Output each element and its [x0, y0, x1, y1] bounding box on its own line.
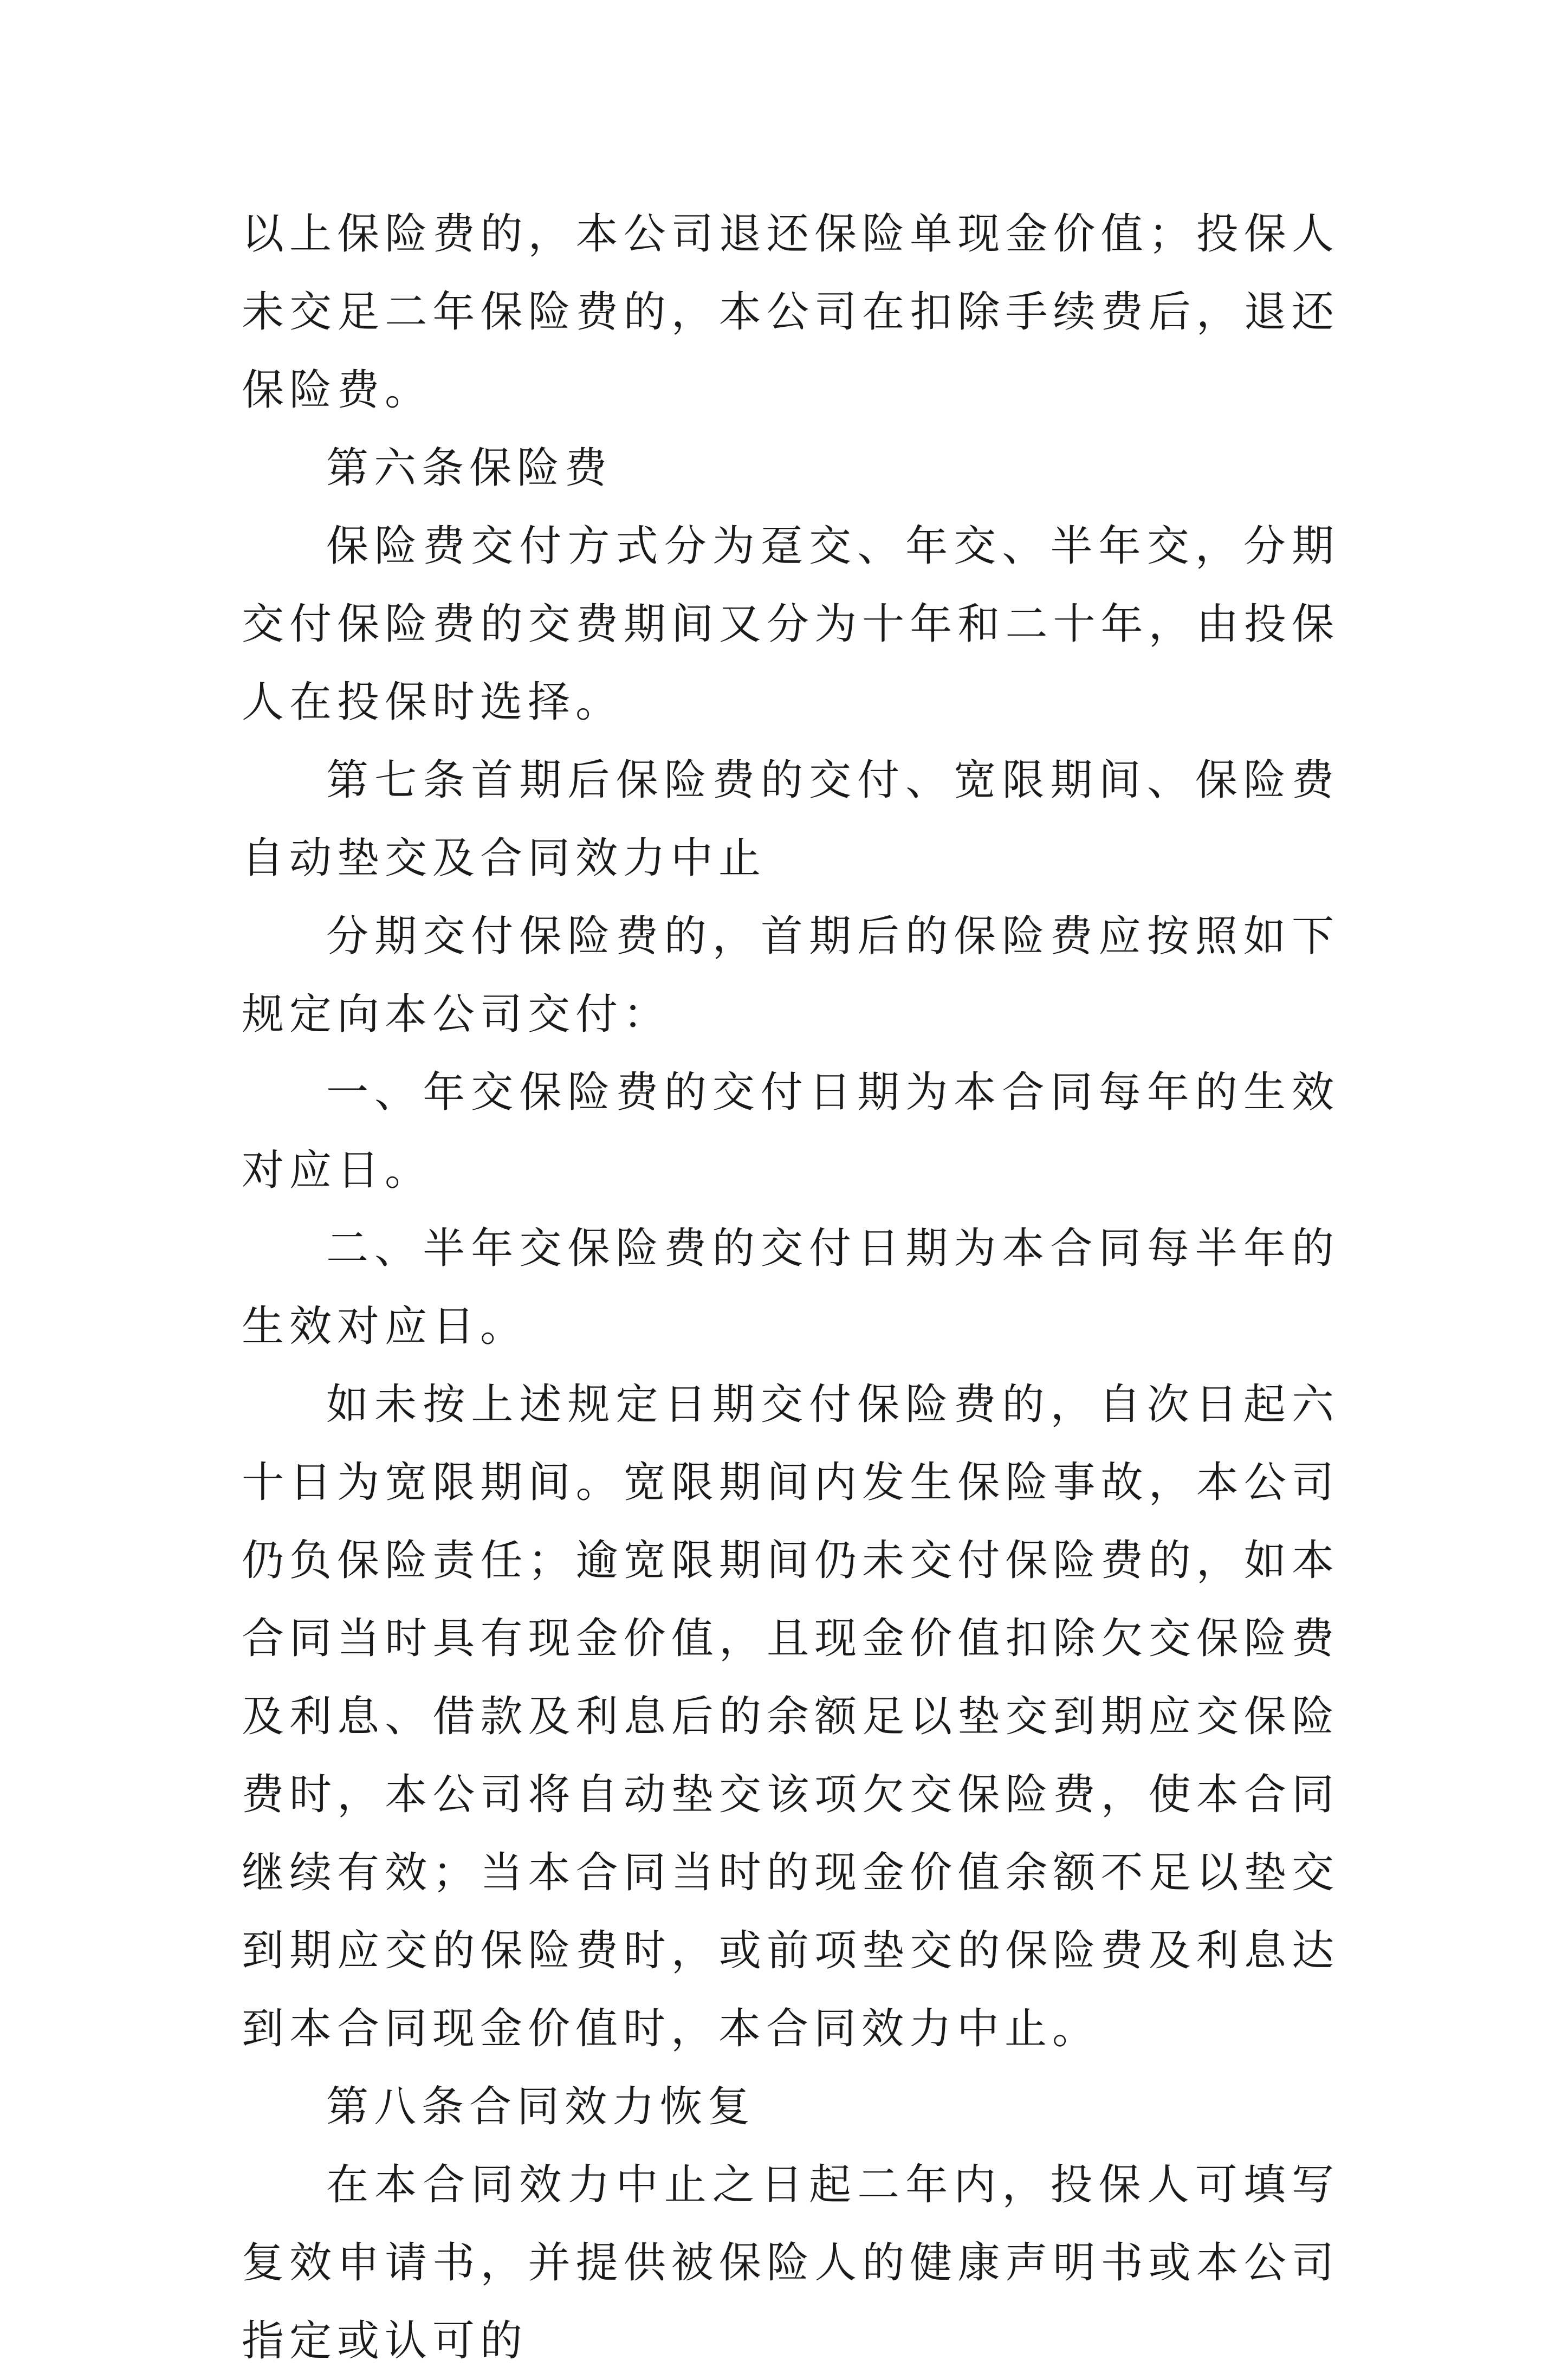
paragraph-continuation: 以上保险费的，本公司退还保险单现金价值；投保人未交足二年保险费的，本公司在扣除手续费后，退还保险费。: [242, 210, 1339, 415]
article-8-heading: 第八条合同效力恢复: [326, 2082, 756, 2131]
article-8-paragraph: 在本合同效力中止之日起二年内，投保人可填写复效申请书，并提供被保险人的健康声明书或本公司指定或认可的: [242, 2161, 1339, 2365]
document-body: [242, 195, 1339, 2380]
article-6-paragraph: 保险费交付方式分为趸交、年交、半年交，分期交付保险费的交费期间又分为十年和二十年，由投保人在投保时选择。: [242, 522, 1339, 727]
article-7-item-1: 一、年交保险费的交付日期为本合同每年的生效对应日。: [242, 1068, 1339, 1195]
article-7-paragraph-intro: 分期交付保险费的，首期后的保险费应按照如下规定向本公司交付：: [242, 912, 1339, 1039]
article-7-heading: 第七条首期后保险费的交付、宽限期间、保险费自动垫交及合同效力中止: [242, 756, 1339, 883]
article-7-item-2: 二、半年交保险费的交付日期为本合同每半年的生效对应日。: [242, 1224, 1339, 1351]
article-6-heading: 第六条保险费: [326, 444, 613, 493]
article-7-paragraph-grace: 如未按上述规定日期交付保险费的，自次日起六十日为宽限期间。宽限期间内发生保险事故，本公司仍负保险责任；逾宽限期间仍未交付保险费的，如本合同当时具有现金价值，且现金价值扣除欠交保险费及利息、借款及利息后的余额足以垫交到期应交保险费时，本公司将自动垫交该项欠交保险费，使本合同继续有效；当本合同当时的现金价值余额不足以垫交到期应交的保险费时，或前项垫交的保险费及利息达到本合同现金价值时，本合同效力中止。: [242, 1380, 1339, 2053]
